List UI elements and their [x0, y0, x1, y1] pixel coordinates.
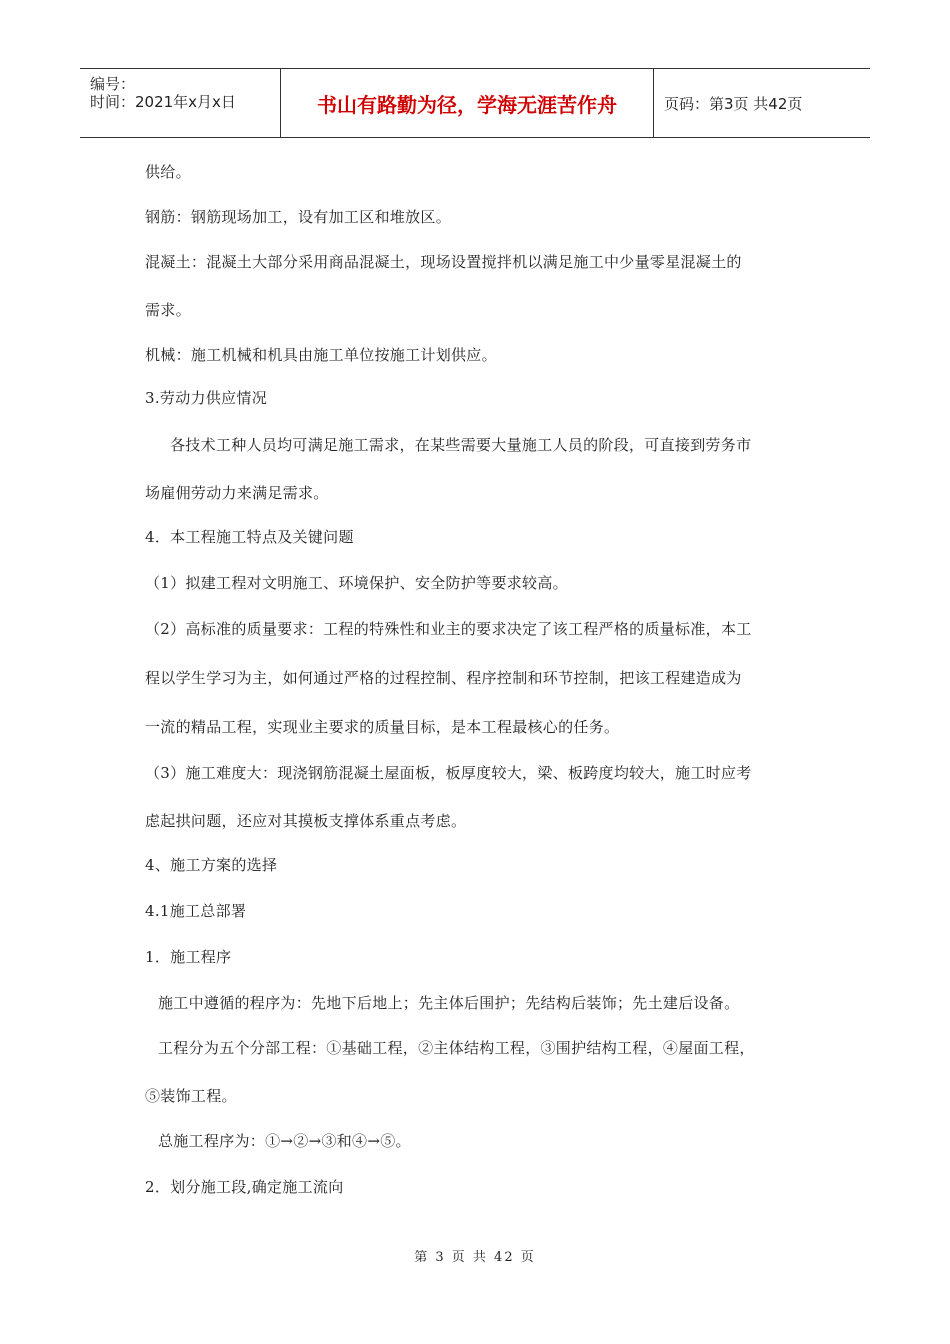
header-table — [80, 68, 870, 138]
paragraph: 需求。 — [145, 301, 191, 319]
paragraph: 虑起拱问题，还应对其摸板支撑体系重点考虑。 — [145, 812, 467, 830]
list-item: （1）拟建工程对文明施工、环境保护、安全防护等要求较高。 — [145, 574, 568, 592]
list-item: （2）高标准的质量要求：工程的特殊性和业主的要求决定了该工程严格的质量标准，本工 — [145, 620, 752, 638]
section-heading: 2．划分施工段,确定施工流向 — [145, 1178, 344, 1196]
paragraph: 机械：施工机械和机具由施工单位按施工计划供应。 — [145, 346, 497, 364]
page-footer: 第 3 页 共 42 页 — [414, 1250, 536, 1265]
paragraph: 各技术工种人员均可满足施工需求，在某些需要大量施工人员的阶段，可直接到劳务市 — [170, 436, 752, 454]
section-heading: 4.1施工总部署 — [145, 902, 247, 920]
page-info-cell — [654, 69, 870, 137]
page-info: 页码：第3页 共42页 — [664, 94, 803, 113]
paragraph: 场雇佣劳动力来满足需求。 — [145, 484, 329, 502]
paragraph: 程以学生学习为主，如何通过严格的过程控制、程序控制和环节控制，把该工程建造成为 — [145, 669, 742, 687]
paragraph: ⑤装饰工程。 — [145, 1087, 237, 1105]
header-meta-cell — [80, 69, 281, 137]
section-heading: 4、施工方案的选择 — [145, 856, 278, 874]
paragraph: 混凝土：混凝土大部分采用商品混凝土，现场设置搅拌机以满足施工中少量零星混凝土的 — [145, 253, 742, 271]
section-heading: 3.劳动力供应情况 — [145, 389, 268, 407]
paragraph: 工程分为五个分部工程：①基础工程，②主体结构工程，③围护结构工程，④屋面工程， — [158, 1039, 755, 1057]
paragraph: 总施工程序为：①→②→③和④→⑤。 — [158, 1132, 411, 1150]
paragraph: 供给。 — [145, 163, 191, 181]
date-label: 时间：2021年x月x日 — [90, 93, 236, 111]
paragraph: 一流的精品工程，实现业主要求的质量目标，是本工程最核心的任务。 — [145, 718, 620, 736]
paragraph: 施工中遵循的程序为：先地下后地上；先主体后围护；先结构后装饰；先土建后设备。 — [158, 994, 740, 1012]
paragraph: 钢筋：钢筋现场加工，设有加工区和堆放区。 — [145, 208, 452, 226]
motto: 书山有路勤为径，学海无涯苦作舟 — [317, 92, 617, 117]
section-heading: 1．施工程序 — [145, 948, 232, 966]
motto-cell — [281, 69, 654, 137]
section-heading: 4．本工程施工特点及关键问题 — [145, 528, 354, 546]
list-item: （3）施工难度大：现浇钢筋混凝土屋面板，板厚度较大，梁、板跨度均较大，施工时应考 — [145, 764, 752, 782]
number-label: 编号： — [90, 75, 136, 93]
